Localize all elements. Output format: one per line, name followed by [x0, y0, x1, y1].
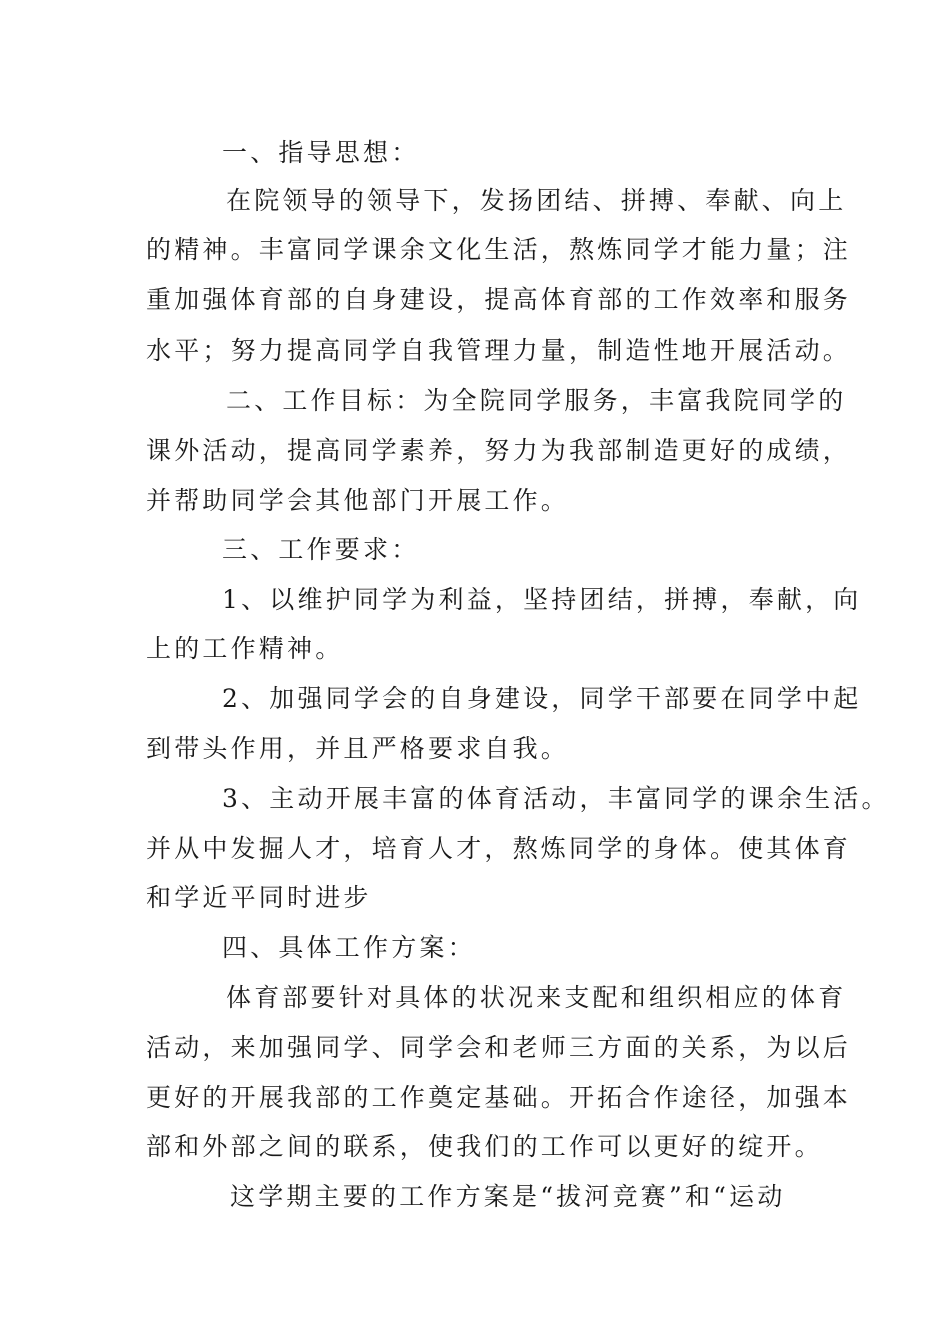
paragraph-line: 上的工作精神。	[146, 634, 344, 663]
list-item-1: 1、以维护同学为利益，坚持团结，拼搏，奉献，向	[222, 585, 862, 614]
paragraph-line: 并帮助同学会其他部门开展工作。	[146, 486, 570, 515]
paragraph-line: 和学近平同时进步	[146, 883, 372, 912]
paragraph-line: 的精神。丰富同学课余文化生活，熬炼同学才能力量；注	[146, 235, 852, 264]
paragraph-line: 并从中发掘人才，培育人才，熬炼同学的身体。使其体育	[146, 834, 852, 863]
paragraph-line: 体育部要针对具体的状况来支配和组织相应的体育	[226, 983, 847, 1012]
list-item-2: 2、加强同学会的自身建设，同学干部要在同学中起	[222, 684, 862, 713]
list-item-3: 3、主动开展丰富的体育活动，丰富同学的课余生活。	[222, 784, 890, 813]
paragraph-line: 活动，来加强同学、同学会和老师三方面的关系，为以后	[146, 1033, 852, 1062]
paragraph-line: 课外活动，提高同学素养，努力为我部制造更好的成绩，	[146, 436, 852, 465]
heading-work-plan: 四、具体工作方案：	[222, 933, 476, 962]
paragraph-line: 部和外部之间的联系，使我们的工作可以更好的绽开。	[146, 1132, 823, 1161]
paragraph-line: 重加强体育部的自身建设，提高体育部的工作效率和服务	[146, 285, 852, 314]
heading-work-goal: 二、工作目标：为全院同学服务，丰富我院同学的	[226, 386, 847, 415]
paragraph-line: 到带头作用，并且严格要求自我。	[146, 734, 570, 763]
heading-work-requirements: 三、工作要求：	[222, 535, 420, 564]
paragraph-line: 水平；努力提高同学自我管理力量，制造性地开展活动。	[146, 336, 852, 365]
heading-guiding-thought: 一、指导思想：	[222, 138, 420, 167]
paragraph-line: 在院领导的领导下，发扬团结、拼搏、奉献、向上	[226, 186, 847, 215]
paragraph-line: 更好的开展我部的工作奠定基础。开拓合作途径，加强本	[146, 1083, 852, 1112]
paragraph-line: 这学期主要的工作方案是“拔河竞赛”和“运动	[230, 1182, 786, 1211]
